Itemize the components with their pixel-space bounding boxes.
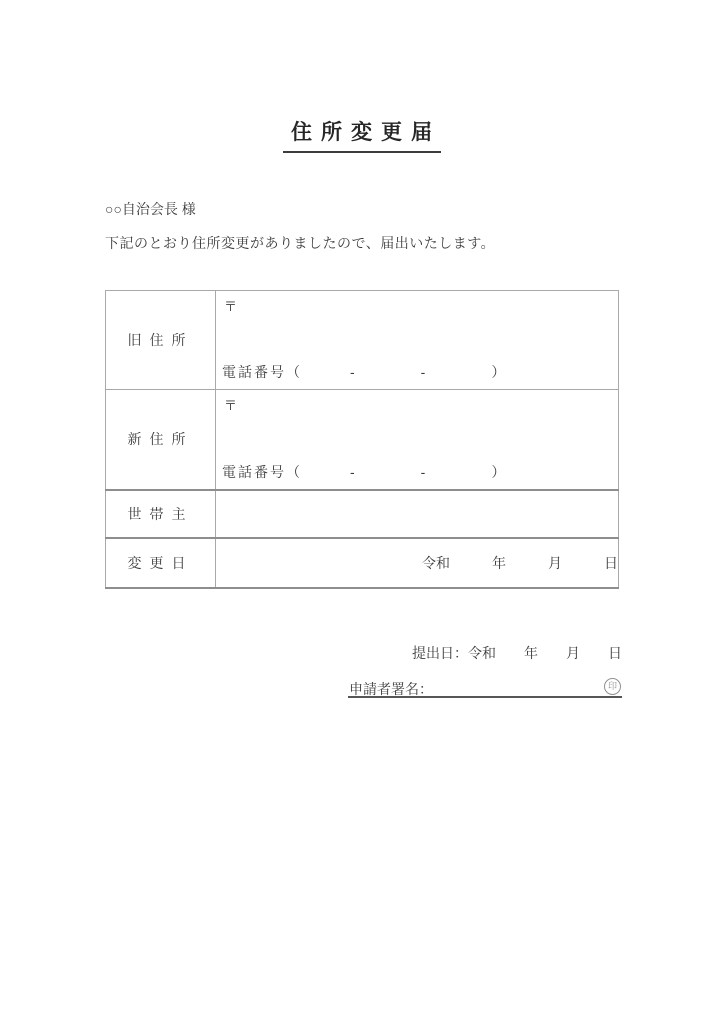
intro-line: 下記のとおり住所変更がありましたので、届出いたします。 (105, 235, 496, 251)
signature-label: 申請者署名： (349, 681, 433, 697)
table-row-householder (106, 490, 619, 538)
phone-number-line: 電話番号（ - - ） (222, 463, 508, 480)
householder-field (216, 490, 619, 538)
submission-date-line: 提出日：令和 年 月 日 (412, 645, 622, 661)
change-date-label: 変更日 (106, 538, 216, 588)
householder-label: 世帯主 (106, 490, 216, 538)
new-address-label: 新住所 (106, 390, 216, 490)
new-address-field (216, 390, 619, 490)
signature-line (348, 676, 622, 698)
table-row-old-address (106, 291, 619, 390)
page-title: 住所変更届 (283, 116, 441, 153)
change-date-field: 令和 年 月 日 (216, 538, 619, 588)
address-change-table (105, 290, 619, 589)
postal-code-mark: 〒 (224, 299, 238, 314)
title-container (0, 116, 724, 153)
seal-icon: 印 (604, 678, 621, 695)
old-address-label: 旧住所 (106, 291, 216, 390)
postal-code-mark: 〒 (224, 398, 238, 413)
table-row-change-date (106, 538, 619, 588)
old-address-field (216, 291, 619, 390)
phone-number-line: 電話番号（ - - ） (222, 364, 508, 380)
table-row-new-address (106, 390, 619, 490)
recipient-line: ○○自治会長 様 (105, 201, 196, 217)
